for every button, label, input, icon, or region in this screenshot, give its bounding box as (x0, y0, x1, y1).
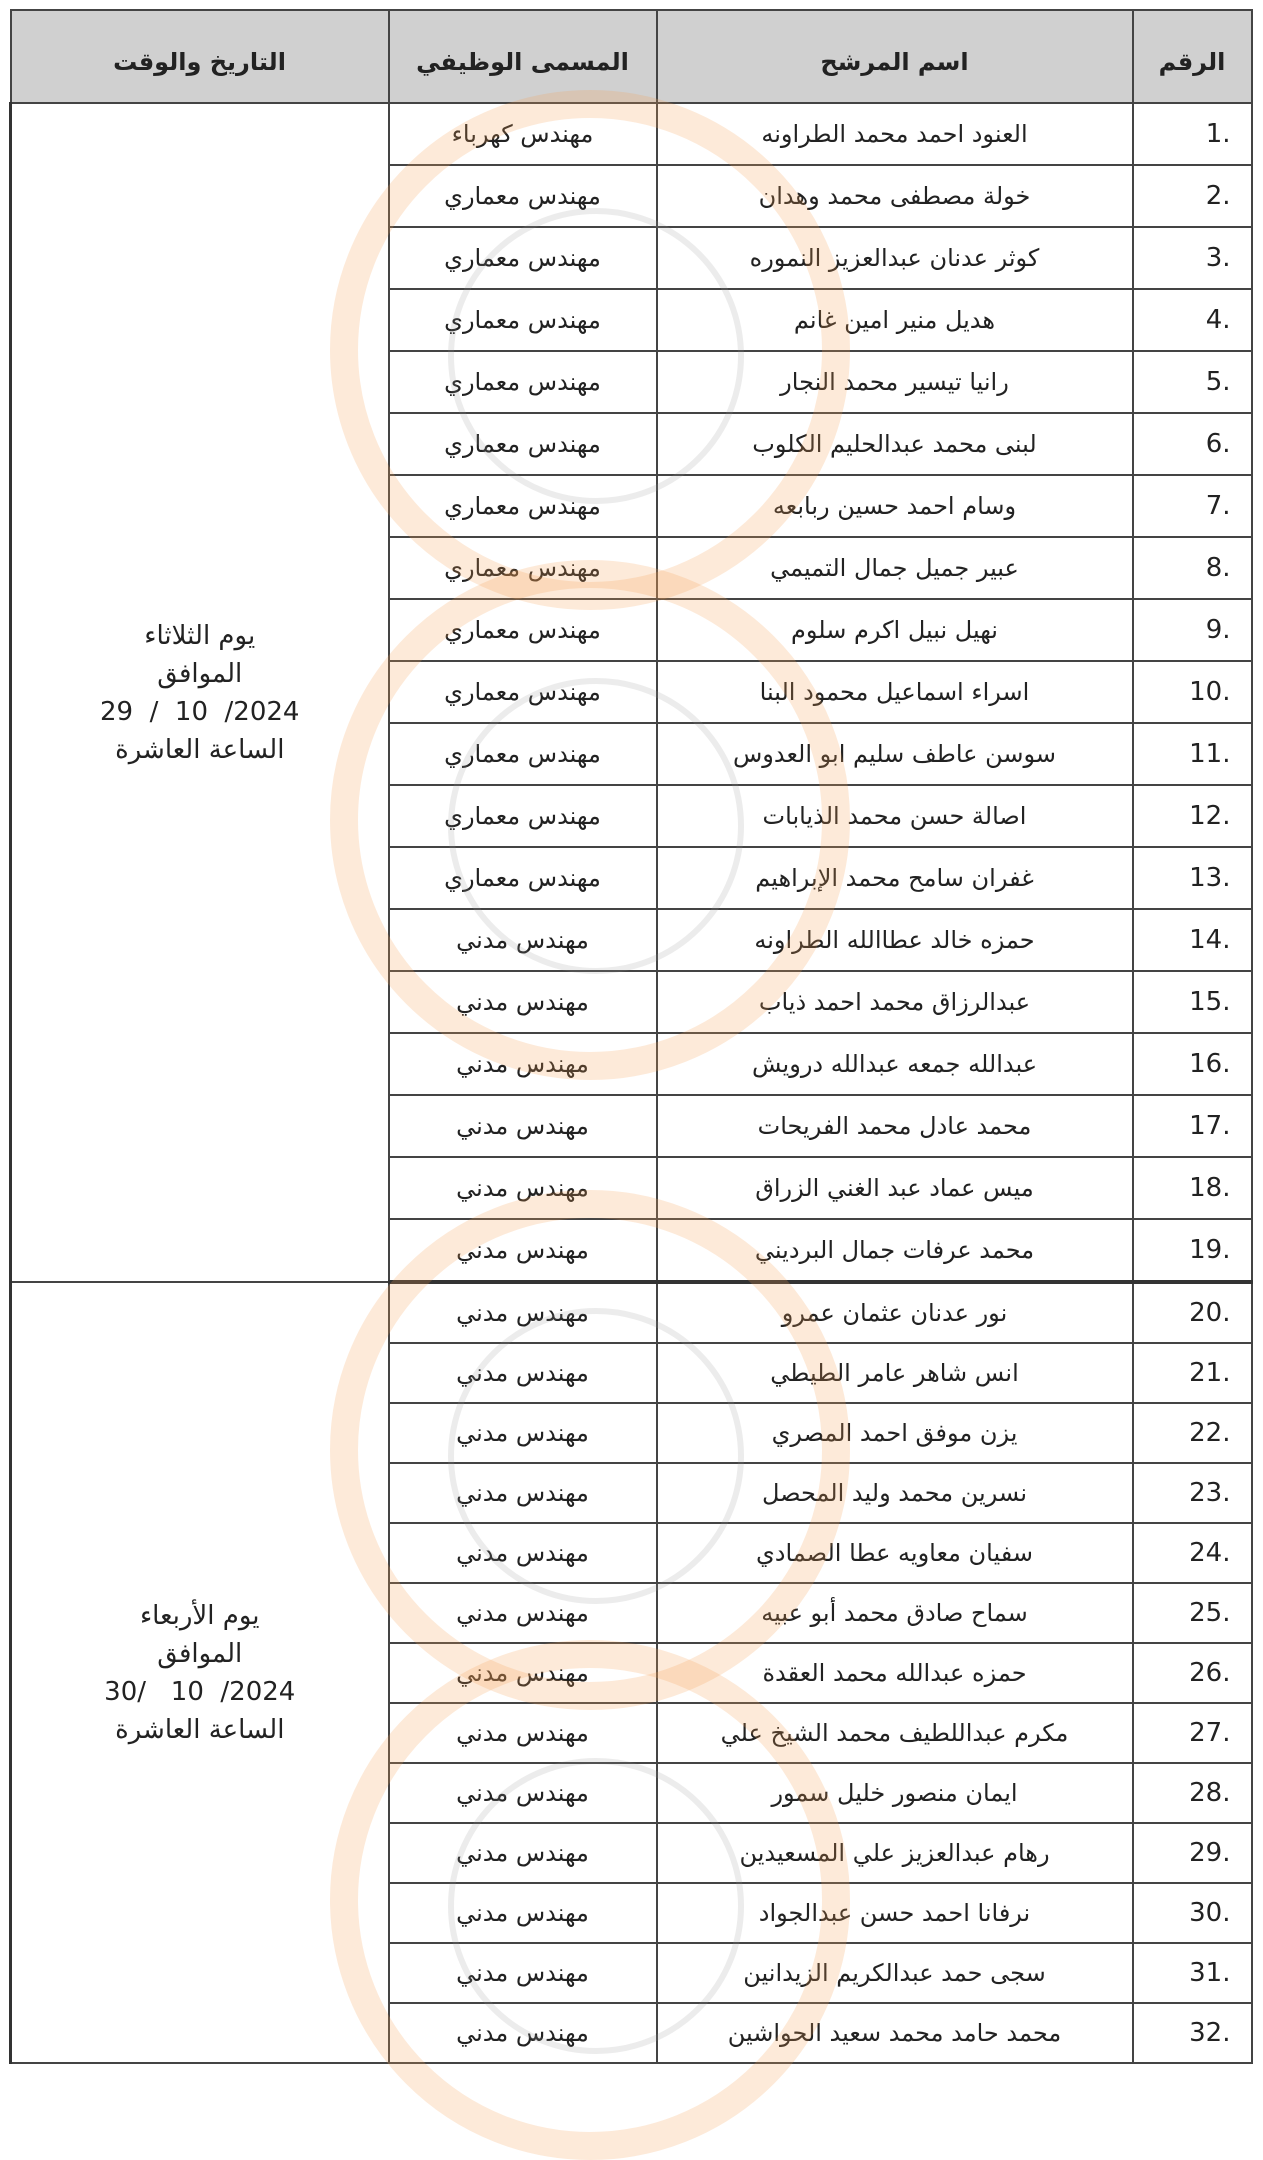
row-number-text: 27. (1189, 1718, 1231, 1748)
row-number-text: 11. (1189, 739, 1231, 769)
candidate-name: هديل منير امين غانم (657, 289, 1133, 351)
candidate-name: حمزه عبدالله محمد العقدة (657, 1643, 1133, 1703)
job-title: مهندس مدني (389, 1643, 657, 1703)
row-number-text: 6. (1205, 429, 1231, 459)
schedule-day: يوم الأربعاء (139, 1600, 260, 1631)
schedule-time: الساعة العاشرة (115, 734, 285, 765)
candidate-name: العنود احمد محمد الطراونه (657, 103, 1133, 165)
row-number-text: 15. (1189, 987, 1231, 1017)
job-title: مهندس مدني (389, 2003, 657, 2063)
row-number (1133, 1883, 1252, 1943)
job-title: مهندس مدني (389, 1583, 657, 1643)
candidate-name: سجى حمد عبدالكريم الزيدانين (657, 1943, 1133, 2003)
row-number (1133, 1095, 1252, 1157)
row-number-text: 12. (1189, 801, 1231, 831)
schedule-label: الموافق (157, 1638, 243, 1669)
job-title: مهندس معماري (389, 661, 657, 723)
job-title: مهندس مدني (389, 1703, 657, 1763)
row-number (1133, 1643, 1252, 1703)
table-row (11, 103, 1252, 165)
job-title: مهندس معماري (389, 413, 657, 475)
row-number (1133, 1219, 1252, 1282)
row-number (1133, 1282, 1252, 1343)
row-number-text: 24. (1189, 1538, 1231, 1568)
job-title: مهندس كهرباء (389, 103, 657, 165)
row-number (1133, 1157, 1252, 1219)
schedule-time: الساعة العاشرة (115, 1714, 285, 1745)
header-name: اسم المرشح (657, 10, 1133, 103)
candidate-name: سماح صادق محمد أبو عبيه (657, 1583, 1133, 1643)
row-number-text: 29. (1189, 1838, 1231, 1868)
row-number-text: 21. (1189, 1358, 1231, 1388)
row-number-text: 9. (1205, 615, 1231, 645)
candidate-name: خولة مصطفى محمد وهدان (657, 165, 1133, 227)
row-number (1133, 165, 1252, 227)
row-number (1133, 1523, 1252, 1583)
row-number (1133, 475, 1252, 537)
candidate-name: عبير جميل جمال التميمي (657, 537, 1133, 599)
row-number-text: 7. (1205, 491, 1231, 521)
job-title: مهندس معماري (389, 847, 657, 909)
header-number: الرقم (1133, 10, 1252, 103)
row-number (1133, 1943, 1252, 2003)
row-number-text: 13. (1189, 863, 1231, 893)
candidate-name: عبدالرزاق محمد احمد ذياب (657, 971, 1133, 1033)
row-number (1133, 1823, 1252, 1883)
schedule-cell (11, 1282, 389, 2063)
row-number-text: 20. (1189, 1298, 1231, 1328)
job-title: مهندس معماري (389, 289, 657, 351)
row-number-text: 18. (1189, 1173, 1231, 1203)
row-number-text: 2. (1205, 181, 1231, 211)
row-number (1133, 537, 1252, 599)
schedule-date: 30/ 10 /2024 (104, 1676, 296, 1707)
table-body (11, 103, 1252, 2063)
row-number-text: 5. (1205, 367, 1231, 397)
header-date: التاريخ والوقت (11, 10, 389, 103)
row-number (1133, 785, 1252, 847)
job-title: مهندس معماري (389, 227, 657, 289)
row-number (1133, 661, 1252, 723)
candidate-name: نور عدنان عثمان عمرو (657, 1282, 1133, 1343)
row-number-text: 25. (1189, 1598, 1231, 1628)
candidate-name: اسراء اسماعيل محمود البنا (657, 661, 1133, 723)
job-title: مهندس معماري (389, 475, 657, 537)
job-title: مهندس معماري (389, 723, 657, 785)
row-number (1133, 1343, 1252, 1403)
row-number-text: 28. (1189, 1778, 1231, 1808)
row-number (1133, 413, 1252, 475)
candidate-name: مكرم عبداللطيف محمد الشيخ علي (657, 1703, 1133, 1763)
candidates-table (9, 9, 1253, 2064)
row-number-text: 8. (1205, 553, 1231, 583)
row-number (1133, 227, 1252, 289)
row-number (1133, 971, 1252, 1033)
job-title: مهندس مدني (389, 1763, 657, 1823)
candidate-name: نهيل نبيل اكرم سلوم (657, 599, 1133, 661)
schedule-date: 29 / 10 /2024 (100, 696, 300, 727)
job-title: مهندس مدني (389, 1403, 657, 1463)
row-number (1133, 1033, 1252, 1095)
candidate-name: كوثر عدنان عبدالعزيز النموره (657, 227, 1133, 289)
row-number-text: 1. (1205, 119, 1231, 149)
row-number-text: 16. (1189, 1049, 1231, 1079)
row-number-text: 19. (1189, 1235, 1231, 1265)
row-number-text: 22. (1189, 1418, 1231, 1448)
candidate-name: ايمان منصور خليل سمور (657, 1763, 1133, 1823)
job-title: مهندس معماري (389, 785, 657, 847)
candidate-name: محمد عرفات جمال البرديني (657, 1219, 1133, 1282)
row-number (1133, 1703, 1252, 1763)
candidate-name: انس شاهر عامر الطيطي (657, 1343, 1133, 1403)
candidate-name: حمزه خالد عطاالله الطراونه (657, 909, 1133, 971)
header-title: المسمى الوظيفي (389, 10, 657, 103)
table-row (11, 1282, 1252, 1343)
job-title: مهندس مدني (389, 1823, 657, 1883)
row-number (1133, 351, 1252, 413)
row-number (1133, 847, 1252, 909)
schedule-label: الموافق (157, 658, 243, 689)
job-title: مهندس مدني (389, 1343, 657, 1403)
job-title: مهندس معماري (389, 537, 657, 599)
job-title: مهندس مدني (389, 1095, 657, 1157)
schedule-cell (11, 103, 389, 1282)
candidate-name: نسرين محمد وليد المحصل (657, 1463, 1133, 1523)
header-row (11, 10, 1252, 103)
candidate-name: محمد عادل محمد الفريحات (657, 1095, 1133, 1157)
job-title: مهندس مدني (389, 1463, 657, 1523)
row-number-text: 26. (1189, 1658, 1231, 1688)
row-number (1133, 1463, 1252, 1523)
candidate-name: سوسن عاطف سليم ابو العدوس (657, 723, 1133, 785)
job-title: مهندس مدني (389, 1523, 657, 1583)
candidate-name: رهام عبدالعزيز علي المسعيدين (657, 1823, 1133, 1883)
row-number (1133, 1763, 1252, 1823)
job-title: مهندس مدني (389, 1219, 657, 1282)
row-number (1133, 909, 1252, 971)
row-number-text: 10. (1189, 677, 1231, 707)
row-number (1133, 289, 1252, 351)
candidate-name: اصالة حسن محمد الذيابات (657, 785, 1133, 847)
job-title: مهندس مدني (389, 909, 657, 971)
candidate-name: ميس عماد عبد الغني الزراق (657, 1157, 1133, 1219)
job-title: مهندس مدني (389, 1282, 657, 1343)
row-number-text: 3. (1205, 243, 1231, 273)
job-title: مهندس معماري (389, 165, 657, 227)
row-number-text: 17. (1189, 1111, 1231, 1141)
row-number-text: 23. (1189, 1478, 1231, 1508)
candidate-name: سفيان معاويه عطا الصمادي (657, 1523, 1133, 1583)
job-title: مهندس معماري (389, 351, 657, 413)
row-number-text: 32. (1189, 2018, 1231, 2048)
candidate-name: نرفانا احمد حسن عبدالجواد (657, 1883, 1133, 1943)
schedule-day: يوم الثلاثاء (144, 620, 256, 651)
row-number-text: 4. (1205, 305, 1231, 335)
job-title: مهندس مدني (389, 1943, 657, 2003)
candidate-name: رانيا تيسير محمد النجار (657, 351, 1133, 413)
row-number (1133, 2003, 1252, 2063)
row-number (1133, 103, 1252, 165)
job-title: مهندس مدني (389, 1883, 657, 1943)
row-number-text: 31. (1189, 1958, 1231, 1988)
candidate-name: محمد حامد محمد سعيد الحواشين (657, 2003, 1133, 2063)
row-number (1133, 723, 1252, 785)
job-title: مهندس مدني (389, 1157, 657, 1219)
row-number (1133, 599, 1252, 661)
job-title: مهندس مدني (389, 1033, 657, 1095)
row-number (1133, 1403, 1252, 1463)
row-number-text: 30. (1189, 1898, 1231, 1928)
candidate-name: لبنى محمد عبدالحليم الكلوب (657, 413, 1133, 475)
row-number (1133, 1583, 1252, 1643)
row-number-text: 14. (1189, 925, 1231, 955)
job-title: مهندس معماري (389, 599, 657, 661)
candidate-name: عبدالله جمعه عبدالله درويش (657, 1033, 1133, 1095)
candidate-name: يزن موفق احمد المصري (657, 1403, 1133, 1463)
job-title: مهندس مدني (389, 971, 657, 1033)
candidate-name: غفران سامح محمد الإبراهيم (657, 847, 1133, 909)
candidate-name: وسام احمد حسين ربابعه (657, 475, 1133, 537)
